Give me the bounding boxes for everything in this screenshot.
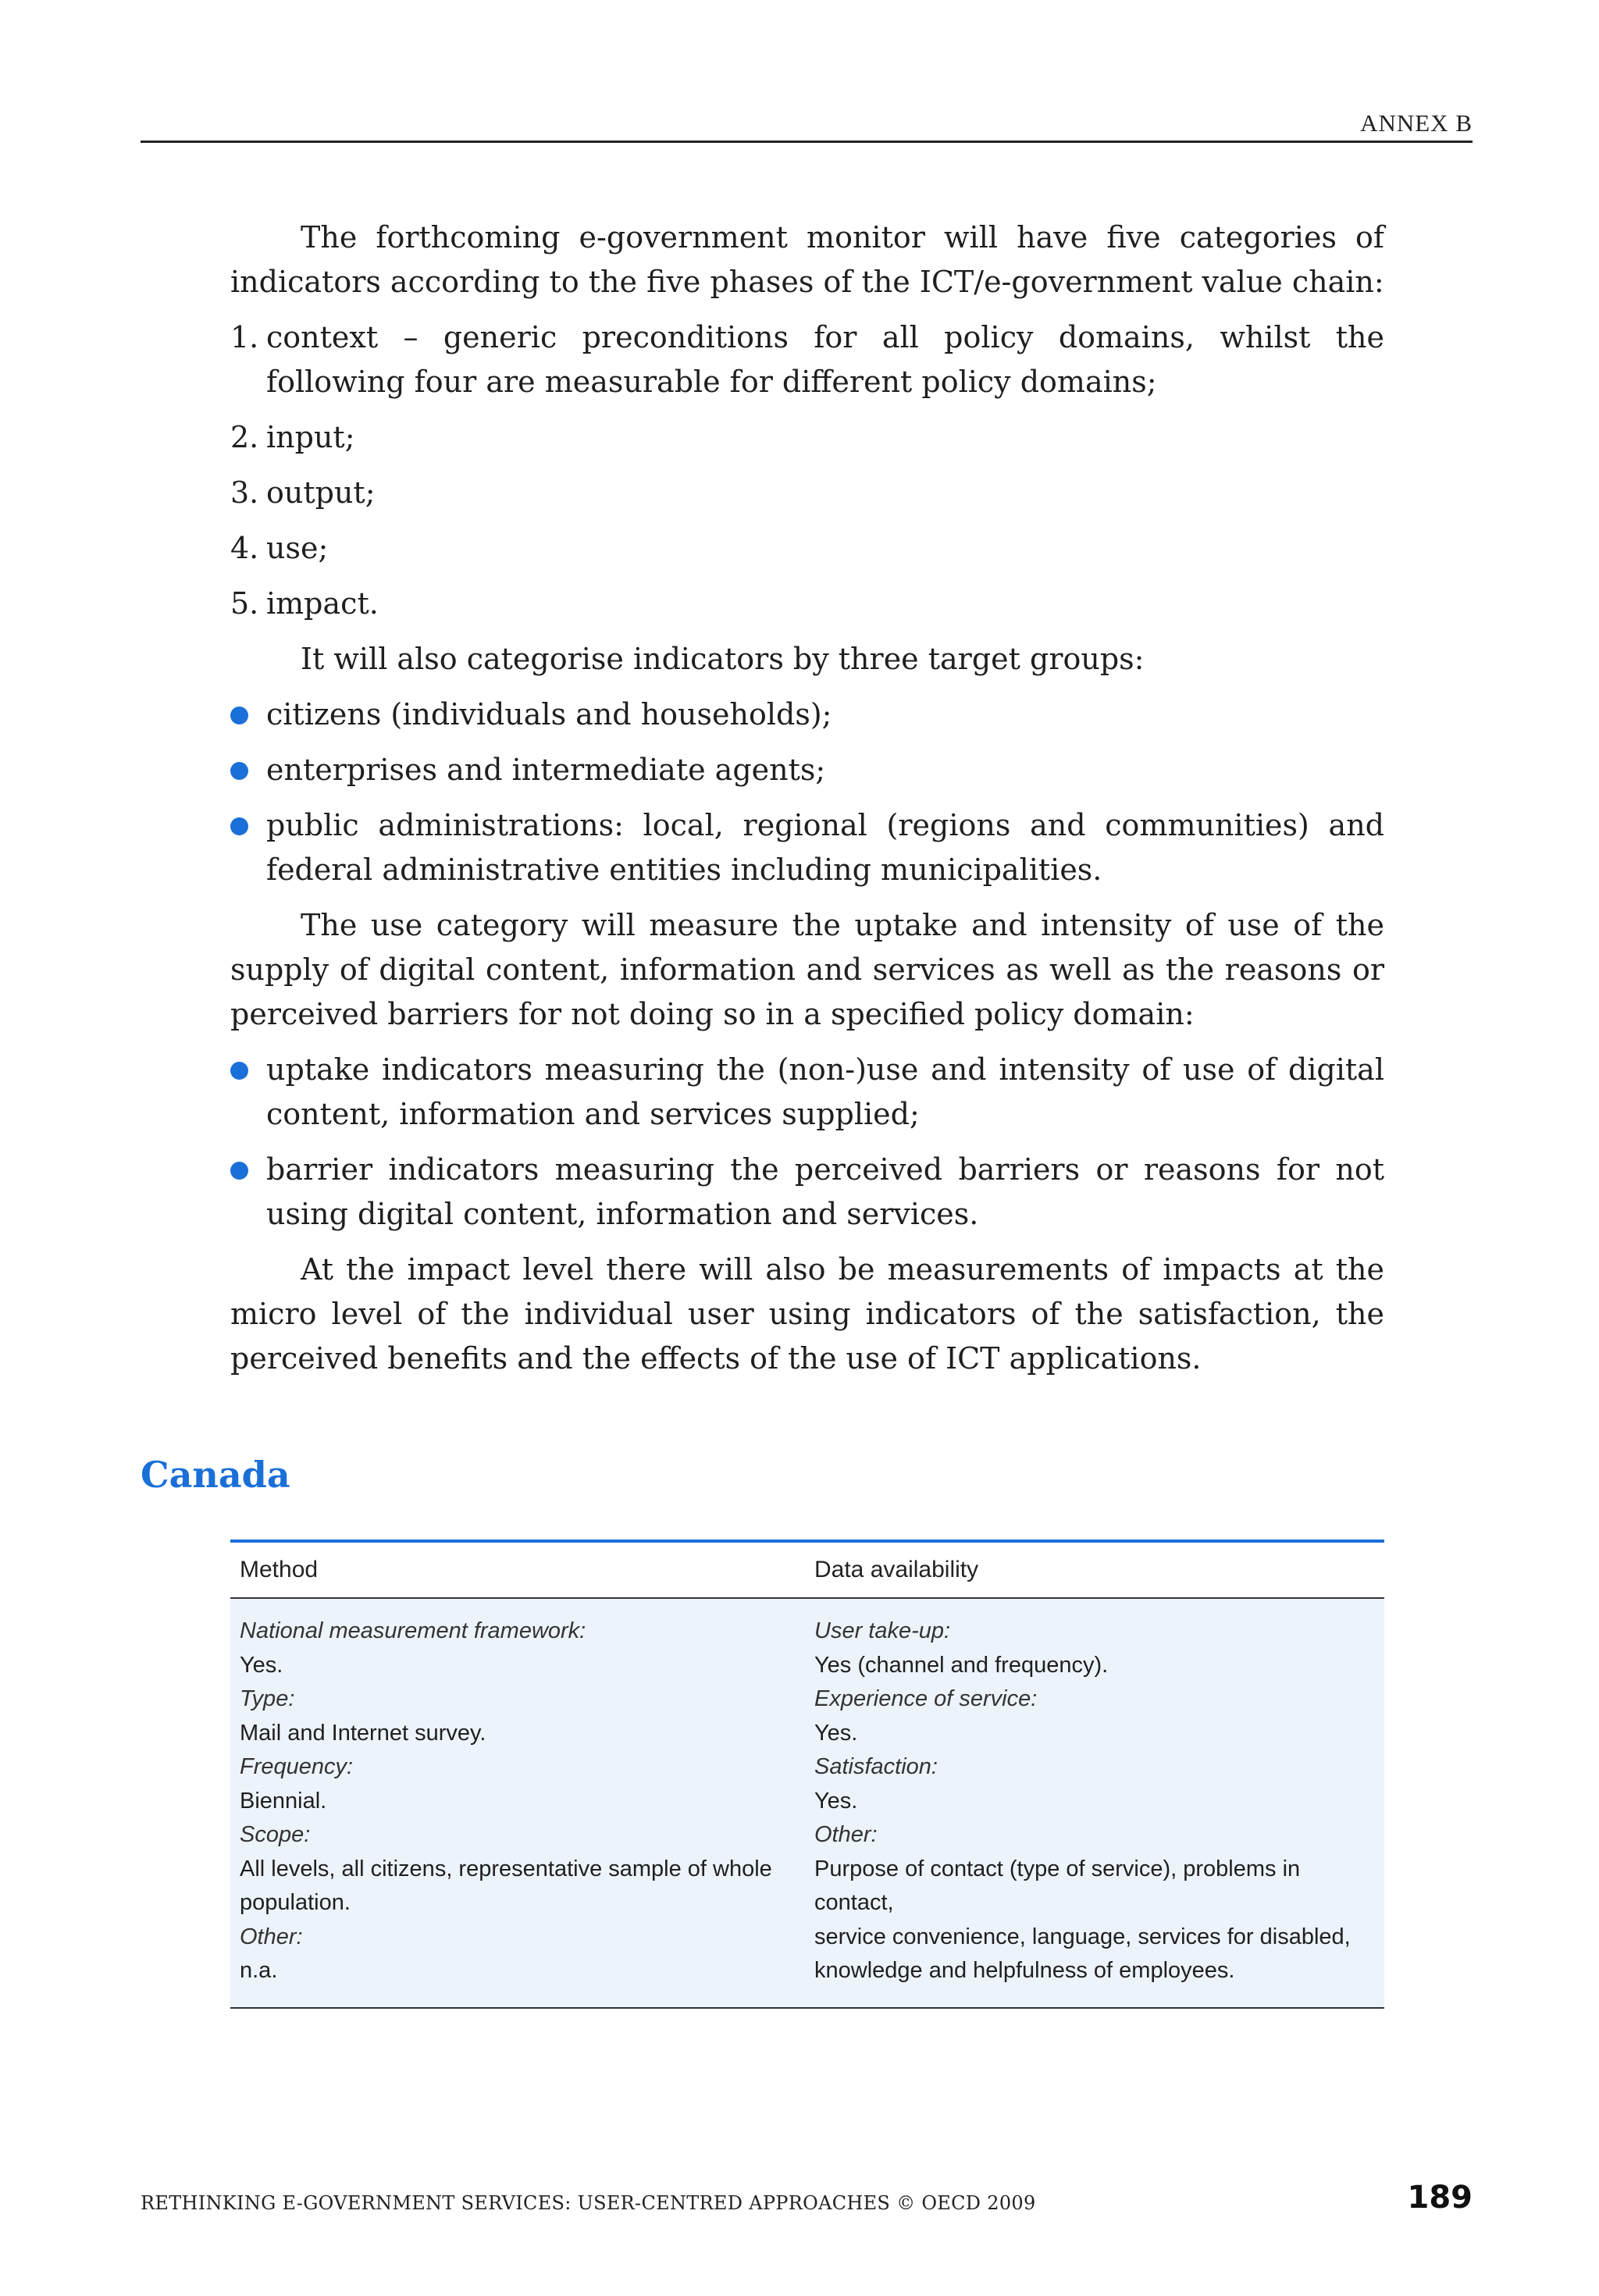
list-item-text: public administrations: local, regional (regions and communities) and federal administrative entities including municipalities. [266,808,1384,887]
list-item-text: uptake indicators measuring the (non-)use and intensity of use of digital content, information and services supplied; [266,1052,1384,1131]
cell-label: Other: [240,1924,303,1949]
column-header-method: Method [240,1557,319,1582]
cell-label: National measurement framework: [240,1618,586,1643]
list-item [230,692,1384,737]
phases-list [230,315,1384,626]
list-item [230,526,1384,571]
bullet-icon [230,1162,248,1180]
cell-value: population. [240,1890,351,1915]
canada-table [230,1540,1384,2009]
header-rule [141,141,1473,143]
list-item [230,1148,1384,1237]
cell-value: Yes. [814,1788,858,1814]
list-item-text: context – generic preconditions for all policy domains, whilst the following four are measurable for different policy domains; [266,320,1384,399]
column-header-data-availability: Data availability [814,1557,979,1582]
cell-label: Other: [814,1822,878,1847]
list-number: 2. [230,420,259,454]
running-footer: RETHINKING E-GOVERNMENT SERVICES: USER-CENTRED APPROACHES © OECD 2009 [141,2192,1036,2214]
bullet-icon [230,707,248,724]
list-number: 4. [230,531,259,565]
cell-label: Satisfaction: [814,1754,938,1779]
target-groups-list [230,692,1384,892]
impact-paragraph: At the impact level there will also be measurements of impacts at the micro level of the individual user using indicators of the satisfaction, the perceived benefits and the effects of the use of ICT applications. [230,1252,1384,1376]
list-number: 1. [230,320,259,354]
cell-value: Mail and Internet survey. [240,1720,486,1746]
list-item [230,803,1384,892]
bullet-icon [230,1062,248,1080]
list-item-text: output; [266,475,376,510]
use-category-paragraph: The use category will measure the uptake and intensity of use of the supply of digital content, information and services as well as the reasons or perceived barriers for not doing so in a specified policy domain: [230,908,1384,1031]
cell-value: All levels, all citizens, representative sample of whole [240,1856,772,1881]
list-item-text: impact. [266,586,379,621]
cell-value: Yes. [814,1720,858,1746]
page-number: 189 [1407,2180,1473,2216]
running-header: ANNEX B [1360,109,1473,137]
cell-label: Scope: [240,1822,311,1847]
list-item-text: barrier indicators measuring the perceived barriers or reasons for not using digital content, information and services. [266,1152,1384,1231]
list-item [230,315,1384,404]
list-item-text: enterprises and intermediate agents; [266,753,826,787]
list-item-text: use; [266,531,329,565]
cell-value: Yes. [240,1652,283,1678]
intro-paragraph: The forthcoming e-government monitor will have five categories of indicators according to the five phases of the ICT/e-government value chain: [230,220,1384,299]
cell-value: Biennial. [240,1788,327,1814]
list-item [230,582,1384,626]
table-header-row [230,1543,1384,1599]
list-item [230,748,1384,792]
data-availability-cell [805,1614,1384,1988]
cell-label: User take-up: [814,1618,951,1643]
cell-label: Experience of service: [814,1686,1038,1711]
list-number: 5. [230,586,259,621]
cell-value: n.a. [240,1958,278,1983]
cell-value: knowledge and helpfulness of employees. [814,1958,1235,1983]
list-item [230,471,1384,515]
bullet-icon [230,817,248,835]
section-heading: Canada [141,1454,290,1496]
cell-value: Yes (channel and frequency). [814,1652,1109,1678]
cell-value: service convenience, language, services for disabled, [814,1924,1351,1949]
list-item [230,1048,1384,1137]
cell-label: Frequency: [240,1754,354,1779]
cell-label: Type: [240,1686,295,1711]
list-item-text: input; [266,420,355,454]
list-item [230,415,1384,460]
body-text [230,215,1384,1392]
target-groups-intro: It will also categorise indicators by three target groups: [301,642,1145,676]
use-indicators-list [230,1048,1384,1237]
method-cell [230,1614,805,1988]
list-item-text: citizens (individuals and households); [266,697,832,732]
cell-value: Purpose of contact (type of service), problems in contact, [814,1856,1301,1915]
list-number: 3. [230,475,259,510]
bullet-icon [230,762,248,780]
table-row [230,1599,1384,2009]
